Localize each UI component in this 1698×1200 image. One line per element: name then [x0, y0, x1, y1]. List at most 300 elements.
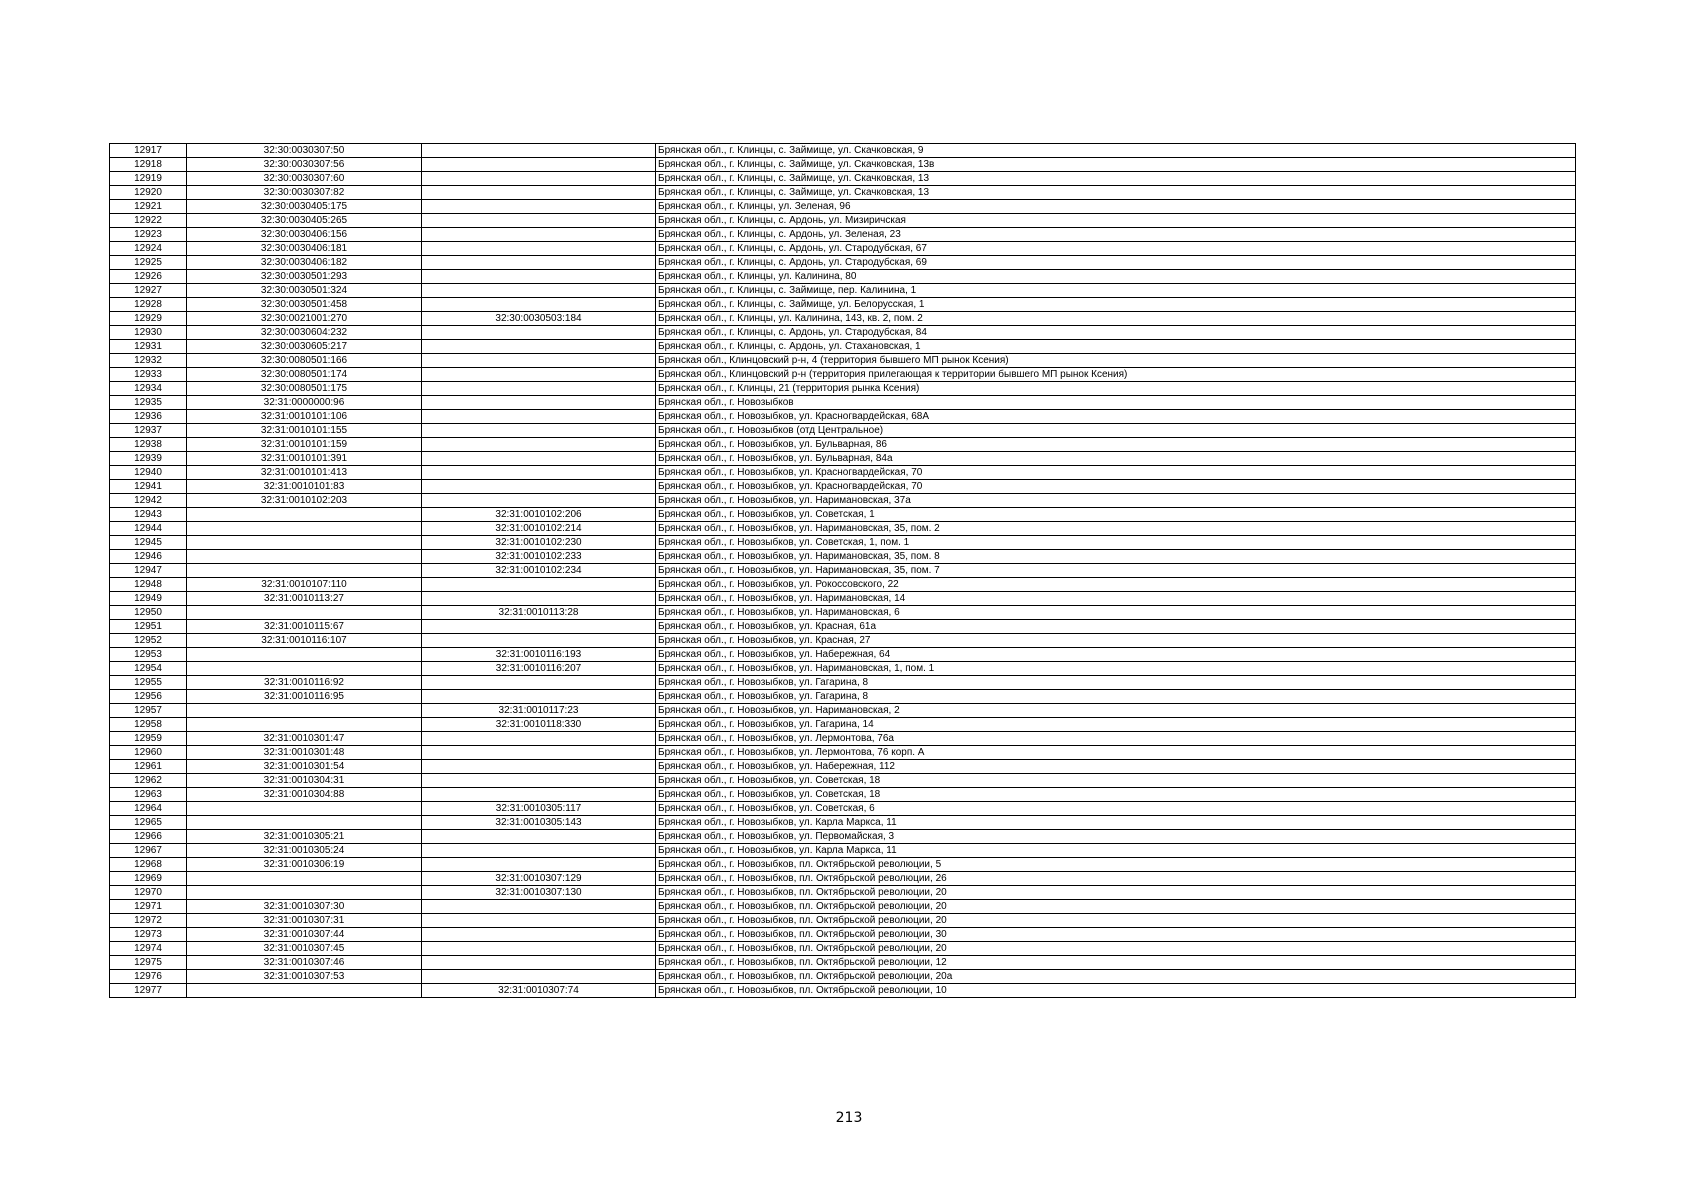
address-cell: Брянская обл., г. Новозыбков, ул. Первомайская, 3 — [656, 830, 1576, 844]
building-cadastral-number-cell: 32:31:0010116:207 — [422, 662, 656, 676]
row-number-cell: 12952 — [110, 634, 187, 648]
building-cadastral-number-cell — [422, 382, 656, 396]
building-cadastral-number-cell — [422, 284, 656, 298]
table-row — [110, 480, 1576, 494]
address-cell: Брянская обл., г. Клинцы, с. Ардонь, ул. Стародубская, 69 — [656, 256, 1576, 270]
address-cell: Брянская обл., г. Клинцы, с. Займище, ул. Скачковская, 13в — [656, 158, 1576, 172]
table-row — [110, 354, 1576, 368]
table-row — [110, 396, 1576, 410]
cadastral-number-cell: 32:31:0010307:45 — [187, 942, 422, 956]
building-cadastral-number-cell — [422, 256, 656, 270]
building-cadastral-number-cell — [422, 228, 656, 242]
cadastral-number-cell — [187, 984, 422, 998]
row-number-cell: 12917 — [110, 144, 187, 158]
address-cell: Брянская обл., г. Клинцы, 21 (территория рынка Ксения) — [656, 382, 1576, 396]
table-row — [110, 312, 1576, 326]
building-cadastral-number-cell: 32:31:0010113:28 — [422, 606, 656, 620]
address-cell: Брянская обл., г. Новозыбков, ул. Гагарина, 14 — [656, 718, 1576, 732]
address-cell: Брянская обл., г. Клинцы, с. Ардонь, ул. Зеленая, 23 — [656, 228, 1576, 242]
building-cadastral-number-cell: 32:31:0010102:234 — [422, 564, 656, 578]
row-number-cell: 12956 — [110, 690, 187, 704]
table-row — [110, 298, 1576, 312]
table-row — [110, 802, 1576, 816]
cadastral-number-cell: 32:31:0010301:48 — [187, 746, 422, 760]
address-cell: Брянская обл., г. Новозыбков, ул. Красногвардейская, 68А — [656, 410, 1576, 424]
cadastral-number-cell: 32:30:0030501:324 — [187, 284, 422, 298]
building-cadastral-number-cell — [422, 900, 656, 914]
address-cell: Брянская обл., г. Новозыбков, пл. Октябрьской революции, 10 — [656, 984, 1576, 998]
cadastral-number-cell — [187, 802, 422, 816]
table-row — [110, 564, 1576, 578]
table-row — [110, 760, 1576, 774]
table-row — [110, 620, 1576, 634]
row-number-cell: 12975 — [110, 956, 187, 970]
address-cell: Брянская обл., г. Клинцы, с. Ардонь, ул. Мизиричская — [656, 214, 1576, 228]
address-cell: Брянская обл., г. Новозыбков, ул. Бульварная, 86 — [656, 438, 1576, 452]
building-cadastral-number-cell — [422, 732, 656, 746]
building-cadastral-number-cell — [422, 844, 656, 858]
building-cadastral-number-cell — [422, 466, 656, 480]
row-number-cell: 12951 — [110, 620, 187, 634]
building-cadastral-number-cell: 32:31:0010116:193 — [422, 648, 656, 662]
cadastral-number-cell: 32:31:0010113:27 — [187, 592, 422, 606]
row-number-cell: 12967 — [110, 844, 187, 858]
row-number-cell: 12927 — [110, 284, 187, 298]
table-row — [110, 886, 1576, 900]
address-cell: Брянская обл., г. Новозыбков, ул. Советская, 6 — [656, 802, 1576, 816]
table-row — [110, 214, 1576, 228]
table-row — [110, 522, 1576, 536]
table-row — [110, 816, 1576, 830]
row-number-cell: 12977 — [110, 984, 187, 998]
table-row — [110, 242, 1576, 256]
table-row — [110, 466, 1576, 480]
table-row — [110, 144, 1576, 158]
row-number-cell: 12976 — [110, 970, 187, 984]
cadastral-number-cell: 32:31:0010101:83 — [187, 480, 422, 494]
address-cell: Брянская обл., г. Новозыбков, пл. Октябрьской революции, 20 — [656, 942, 1576, 956]
row-number-cell: 12925 — [110, 256, 187, 270]
address-cell: Брянская обл., г. Клинцы, с. Ардонь, ул. Стародубская, 67 — [656, 242, 1576, 256]
building-cadastral-number-cell: 32:31:0010102:230 — [422, 536, 656, 550]
cadastral-number-cell: 32:31:0010101:391 — [187, 452, 422, 466]
row-number-cell: 12947 — [110, 564, 187, 578]
row-number-cell: 12938 — [110, 438, 187, 452]
table-row — [110, 256, 1576, 270]
address-cell: Брянская обл., г. Клинцы, с. Займище, пер. Калинина, 1 — [656, 284, 1576, 298]
address-cell: Брянская обл., г. Новозыбков, ул. Красная, 27 — [656, 634, 1576, 648]
cadastral-number-cell: 32:30:0030307:56 — [187, 158, 422, 172]
table-row — [110, 844, 1576, 858]
row-number-cell: 12961 — [110, 760, 187, 774]
address-cell: Брянская обл., г. Новозыбков, пл. Октябрьской революции, 30 — [656, 928, 1576, 942]
table-row — [110, 326, 1576, 340]
address-cell: Брянская обл., г. Новозыбков, ул. Карла Маркса, 11 — [656, 816, 1576, 830]
building-cadastral-number-cell — [422, 634, 656, 648]
cadastral-number-cell: 32:31:0010306:19 — [187, 858, 422, 872]
building-cadastral-number-cell — [422, 298, 656, 312]
address-cell: Брянская обл., г. Новозыбков, пл. Октябрьской революции, 20 — [656, 886, 1576, 900]
table-row — [110, 228, 1576, 242]
building-cadastral-number-cell — [422, 368, 656, 382]
cadastral-number-cell — [187, 564, 422, 578]
table-row — [110, 424, 1576, 438]
address-cell: Брянская обл., г. Новозыбков, ул. Наримановская, 2 — [656, 704, 1576, 718]
building-cadastral-number-cell — [422, 676, 656, 690]
cadastral-number-cell: 32:31:0010116:107 — [187, 634, 422, 648]
building-cadastral-number-cell — [422, 970, 656, 984]
building-cadastral-number-cell — [422, 620, 656, 634]
table-row — [110, 704, 1576, 718]
cadastral-number-cell: 32:30:0030406:156 — [187, 228, 422, 242]
building-cadastral-number-cell — [422, 340, 656, 354]
row-number-cell: 12971 — [110, 900, 187, 914]
row-number-cell: 12950 — [110, 606, 187, 620]
cadastral-number-cell — [187, 886, 422, 900]
row-number-cell: 12953 — [110, 648, 187, 662]
building-cadastral-number-cell — [422, 578, 656, 592]
row-number-cell: 12972 — [110, 914, 187, 928]
address-cell: Брянская обл., г. Новозыбков, пл. Октябрьской революции, 12 — [656, 956, 1576, 970]
table-row — [110, 914, 1576, 928]
table-row — [110, 494, 1576, 508]
building-cadastral-number-cell — [422, 452, 656, 466]
property-table-body — [110, 144, 1576, 998]
table-row — [110, 928, 1576, 942]
table-row — [110, 942, 1576, 956]
table-row — [110, 746, 1576, 760]
building-cadastral-number-cell — [422, 858, 656, 872]
cadastral-number-cell: 32:30:0030405:265 — [187, 214, 422, 228]
row-number-cell: 12949 — [110, 592, 187, 606]
address-cell: Брянская обл., г. Новозыбков, ул. Красногвардейская, 70 — [656, 480, 1576, 494]
row-number-cell: 12946 — [110, 550, 187, 564]
row-number-cell: 12930 — [110, 326, 187, 340]
building-cadastral-number-cell: 32:30:0030503:184 — [422, 312, 656, 326]
address-cell: Брянская обл., г. Новозыбков, ул. Советская, 1, пом. 1 — [656, 536, 1576, 550]
address-cell: Брянская обл., г. Новозыбков, ул. Гагарина, 8 — [656, 690, 1576, 704]
building-cadastral-number-cell — [422, 396, 656, 410]
building-cadastral-number-cell — [422, 242, 656, 256]
building-cadastral-number-cell — [422, 214, 656, 228]
building-cadastral-number-cell — [422, 354, 656, 368]
address-cell: Брянская обл., г. Новозыбков, ул. Красногвардейская, 70 — [656, 466, 1576, 480]
row-number-cell: 12960 — [110, 746, 187, 760]
building-cadastral-number-cell — [422, 438, 656, 452]
address-cell: Брянская обл., г. Новозыбков, ул. Гагарина, 8 — [656, 676, 1576, 690]
table-row — [110, 452, 1576, 466]
address-cell: Брянская обл., г. Новозыбков, пл. Октябрьской революции, 26 — [656, 872, 1576, 886]
address-cell: Брянская обл., г. Новозыбков, ул. Наримановская, 35, пом. 2 — [656, 522, 1576, 536]
row-number-cell: 12969 — [110, 872, 187, 886]
building-cadastral-number-cell — [422, 326, 656, 340]
cadastral-number-cell: 32:30:0080501:175 — [187, 382, 422, 396]
address-cell: Брянская обл., г. Новозыбков — [656, 396, 1576, 410]
row-number-cell: 12963 — [110, 788, 187, 802]
cadastral-number-cell: 32:31:0010307:31 — [187, 914, 422, 928]
cadastral-number-cell — [187, 536, 422, 550]
address-cell: Брянская обл., г. Новозыбков, ул. Рокоссовского, 22 — [656, 578, 1576, 592]
row-number-cell: 12932 — [110, 354, 187, 368]
address-cell: Брянская обл., г. Клинцы, ул. Калинина, 143, кв. 2, пом. 2 — [656, 312, 1576, 326]
table-row — [110, 592, 1576, 606]
address-cell: Брянская обл., Клинцовский р-н, 4 (территория бывшего МП рынок Ксения) — [656, 354, 1576, 368]
building-cadastral-number-cell — [422, 494, 656, 508]
cadastral-number-cell: 32:30:0030605:217 — [187, 340, 422, 354]
cadastral-number-cell: 32:31:0010101:159 — [187, 438, 422, 452]
table-row — [110, 368, 1576, 382]
table-row — [110, 774, 1576, 788]
cadastral-number-cell: 32:31:0000000:96 — [187, 396, 422, 410]
row-number-cell: 12968 — [110, 858, 187, 872]
address-cell: Брянская обл., г. Клинцы, с. Ардонь, ул. Стахановская, 1 — [656, 340, 1576, 354]
table-row — [110, 158, 1576, 172]
building-cadastral-number-cell — [422, 270, 656, 284]
address-cell: Брянская обл., г. Новозыбков, ул. Советская, 18 — [656, 788, 1576, 802]
building-cadastral-number-cell: 32:31:0010307:129 — [422, 872, 656, 886]
cadastral-number-cell: 32:30:0030501:293 — [187, 270, 422, 284]
table-row — [110, 858, 1576, 872]
cadastral-number-cell: 32:31:0010304:31 — [187, 774, 422, 788]
address-cell: Брянская обл., г. Клинцы, с. Займище, ул. Скачковская, 9 — [656, 144, 1576, 158]
address-cell: Брянская обл., г. Новозыбков, ул. Наримановская, 14 — [656, 592, 1576, 606]
building-cadastral-number-cell: 32:31:0010307:74 — [422, 984, 656, 998]
address-cell: Брянская обл., г. Новозыбков, ул. Наримановская, 6 — [656, 606, 1576, 620]
building-cadastral-number-cell — [422, 200, 656, 214]
building-cadastral-number-cell — [422, 424, 656, 438]
cadastral-number-cell: 32:30:0030307:60 — [187, 172, 422, 186]
building-cadastral-number-cell — [422, 830, 656, 844]
row-number-cell: 12924 — [110, 242, 187, 256]
cadastral-number-cell: 32:31:0010307:53 — [187, 970, 422, 984]
table-row — [110, 690, 1576, 704]
building-cadastral-number-cell: 32:31:0010118:330 — [422, 718, 656, 732]
address-cell: Брянская обл., г. Новозыбков, ул. Красная, 61а — [656, 620, 1576, 634]
building-cadastral-number-cell — [422, 480, 656, 494]
building-cadastral-number-cell — [422, 760, 656, 774]
cadastral-number-cell: 32:31:0010101:106 — [187, 410, 422, 424]
table-row — [110, 270, 1576, 284]
building-cadastral-number-cell — [422, 914, 656, 928]
cadastral-number-cell: 32:30:0030307:50 — [187, 144, 422, 158]
address-cell: Брянская обл., г. Новозыбков, ул. Наримановская, 35, пом. 7 — [656, 564, 1576, 578]
building-cadastral-number-cell — [422, 774, 656, 788]
row-number-cell: 12922 — [110, 214, 187, 228]
table-row — [110, 830, 1576, 844]
row-number-cell: 12920 — [110, 186, 187, 200]
cadastral-number-cell — [187, 648, 422, 662]
cadastral-number-cell — [187, 816, 422, 830]
cadastral-number-cell: 32:30:0030307:82 — [187, 186, 422, 200]
row-number-cell: 12921 — [110, 200, 187, 214]
cadastral-number-cell: 32:31:0010301:54 — [187, 760, 422, 774]
cadastral-number-cell: 32:30:0030406:181 — [187, 242, 422, 256]
address-cell: Брянская обл., г. Новозыбков, ул. Советская, 18 — [656, 774, 1576, 788]
address-cell: Брянская обл., г. Клинцы, с. Займище, ул. Скачковская, 13 — [656, 172, 1576, 186]
table-row — [110, 956, 1576, 970]
cadastral-number-cell: 32:30:0030405:175 — [187, 200, 422, 214]
address-cell: Брянская обл., г. Новозыбков, ул. Бульварная, 84а — [656, 452, 1576, 466]
cadastral-number-cell: 32:30:0030501:458 — [187, 298, 422, 312]
cadastral-number-cell: 32:30:0021001:270 — [187, 312, 422, 326]
address-cell: Брянская обл., г. Новозыбков, ул. Наримановская, 1, пом. 1 — [656, 662, 1576, 676]
cadastral-number-cell: 32:31:0010116:92 — [187, 676, 422, 690]
row-number-cell: 12962 — [110, 774, 187, 788]
building-cadastral-number-cell: 32:31:0010102:214 — [422, 522, 656, 536]
address-cell: Брянская обл., г. Новозыбков, пл. Октябрьской революции, 20 — [656, 900, 1576, 914]
table-row — [110, 984, 1576, 998]
cadastral-number-cell: 32:31:0010307:30 — [187, 900, 422, 914]
row-number-cell: 12945 — [110, 536, 187, 550]
row-number-cell: 12923 — [110, 228, 187, 242]
cadastral-number-cell — [187, 872, 422, 886]
address-cell: Брянская обл., г. Новозыбков, ул. Набережная, 112 — [656, 760, 1576, 774]
table-row — [110, 872, 1576, 886]
page-number: 213 — [835, 1110, 863, 1126]
address-cell: Брянская обл., г. Новозыбков, пл. Октябрьской революции, 5 — [656, 858, 1576, 872]
building-cadastral-number-cell — [422, 186, 656, 200]
row-number-cell: 12957 — [110, 704, 187, 718]
address-cell: Брянская обл., г. Новозыбков (отд Центральное) — [656, 424, 1576, 438]
building-cadastral-number-cell: 32:31:0010307:130 — [422, 886, 656, 900]
row-number-cell: 12926 — [110, 270, 187, 284]
table-row — [110, 340, 1576, 354]
table-row — [110, 172, 1576, 186]
property-table — [109, 143, 1576, 998]
row-number-cell: 12936 — [110, 410, 187, 424]
row-number-cell: 12935 — [110, 396, 187, 410]
row-number-cell: 12928 — [110, 298, 187, 312]
row-number-cell: 12943 — [110, 508, 187, 522]
cadastral-number-cell: 32:30:0030604:232 — [187, 326, 422, 340]
building-cadastral-number-cell — [422, 144, 656, 158]
cadastral-number-cell — [187, 606, 422, 620]
building-cadastral-number-cell: 32:31:0010102:206 — [422, 508, 656, 522]
row-number-cell: 12942 — [110, 494, 187, 508]
address-cell: Брянская обл., г. Новозыбков, ул. Набережная, 64 — [656, 648, 1576, 662]
cadastral-number-cell: 32:31:0010307:44 — [187, 928, 422, 942]
building-cadastral-number-cell — [422, 410, 656, 424]
row-number-cell: 12944 — [110, 522, 187, 536]
address-cell: Брянская обл., Клинцовский р-н (территория прилегающая к территории бывшего МП рынок Ксения) — [656, 368, 1576, 382]
address-cell: Брянская обл., г. Новозыбков, ул. Наримановская, 37а — [656, 494, 1576, 508]
cadastral-number-cell: 32:31:0010115:67 — [187, 620, 422, 634]
row-number-cell: 12970 — [110, 886, 187, 900]
table-row — [110, 438, 1576, 452]
table-row — [110, 508, 1576, 522]
building-cadastral-number-cell — [422, 788, 656, 802]
cadastral-number-cell: 32:31:0010305:21 — [187, 830, 422, 844]
row-number-cell: 12955 — [110, 676, 187, 690]
building-cadastral-number-cell — [422, 942, 656, 956]
table-row — [110, 536, 1576, 550]
cadastral-number-cell — [187, 550, 422, 564]
table-row — [110, 900, 1576, 914]
address-cell: Брянская обл., г. Новозыбков, ул. Лермонтова, 76 корп. А — [656, 746, 1576, 760]
table-row — [110, 186, 1576, 200]
table-row — [110, 732, 1576, 746]
cadastral-number-cell: 32:31:0010116:95 — [187, 690, 422, 704]
table-row — [110, 200, 1576, 214]
cadastral-number-cell: 32:31:0010301:47 — [187, 732, 422, 746]
cadastral-number-cell — [187, 522, 422, 536]
row-number-cell: 12948 — [110, 578, 187, 592]
table-row — [110, 606, 1576, 620]
row-number-cell: 12974 — [110, 942, 187, 956]
cadastral-number-cell: 32:31:0010101:413 — [187, 466, 422, 480]
row-number-cell: 12934 — [110, 382, 187, 396]
row-number-cell: 12940 — [110, 466, 187, 480]
address-cell: Брянская обл., г. Новозыбков, ул. Советская, 1 — [656, 508, 1576, 522]
address-cell: Брянская обл., г. Новозыбков, ул. Наримановская, 35, пом. 8 — [656, 550, 1576, 564]
building-cadastral-number-cell — [422, 746, 656, 760]
cadastral-number-cell — [187, 508, 422, 522]
table-row — [110, 550, 1576, 564]
row-number-cell: 12959 — [110, 732, 187, 746]
address-cell: Брянская обл., г. Новозыбков, ул. Лермонтова, 76а — [656, 732, 1576, 746]
cadastral-number-cell: 32:30:0030406:182 — [187, 256, 422, 270]
address-cell: Брянская обл., г. Новозыбков, пл. Октябрьской революции, 20а — [656, 970, 1576, 984]
address-cell: Брянская обл., г. Клинцы, с. Ардонь, ул. Стародубская, 84 — [656, 326, 1576, 340]
table-row — [110, 788, 1576, 802]
cadastral-number-cell: 32:31:0010101:155 — [187, 424, 422, 438]
row-number-cell: 12965 — [110, 816, 187, 830]
row-number-cell: 12933 — [110, 368, 187, 382]
cadastral-number-cell: 32:30:0080501:166 — [187, 354, 422, 368]
building-cadastral-number-cell: 32:31:0010305:117 — [422, 802, 656, 816]
address-cell: Брянская обл., г. Новозыбков, пл. Октябрьской революции, 20 — [656, 914, 1576, 928]
address-cell: Брянская обл., г. Клинцы, с. Займище, ул. Скачковская, 13 — [656, 186, 1576, 200]
table-row — [110, 676, 1576, 690]
row-number-cell: 12958 — [110, 718, 187, 732]
address-cell: Брянская обл., г. Клинцы, ул. Зеленая, 96 — [656, 200, 1576, 214]
cadastral-number-cell: 32:30:0080501:174 — [187, 368, 422, 382]
table-row — [110, 634, 1576, 648]
table-row — [110, 578, 1576, 592]
row-number-cell: 12939 — [110, 452, 187, 466]
building-cadastral-number-cell — [422, 690, 656, 704]
cadastral-number-cell — [187, 662, 422, 676]
row-number-cell: 12973 — [110, 928, 187, 942]
row-number-cell: 12929 — [110, 312, 187, 326]
building-cadastral-number-cell: 32:31:0010102:233 — [422, 550, 656, 564]
address-cell: Брянская обл., г. Клинцы, ул. Калинина, 80 — [656, 270, 1576, 284]
table-row — [110, 382, 1576, 396]
table-row — [110, 662, 1576, 676]
building-cadastral-number-cell — [422, 928, 656, 942]
cadastral-number-cell: 32:31:0010102:203 — [187, 494, 422, 508]
row-number-cell: 12964 — [110, 802, 187, 816]
row-number-cell: 12937 — [110, 424, 187, 438]
building-cadastral-number-cell — [422, 172, 656, 186]
cadastral-number-cell: 32:31:0010305:24 — [187, 844, 422, 858]
cadastral-number-cell: 32:31:0010304:88 — [187, 788, 422, 802]
table-row — [110, 718, 1576, 732]
building-cadastral-number-cell — [422, 956, 656, 970]
table-row — [110, 970, 1576, 984]
row-number-cell: 12918 — [110, 158, 187, 172]
table-row — [110, 284, 1576, 298]
row-number-cell: 12966 — [110, 830, 187, 844]
row-number-cell: 12941 — [110, 480, 187, 494]
cadastral-number-cell — [187, 718, 422, 732]
cadastral-number-cell — [187, 704, 422, 718]
building-cadastral-number-cell: 32:31:0010117:23 — [422, 704, 656, 718]
row-number-cell: 12931 — [110, 340, 187, 354]
cadastral-number-cell: 32:31:0010307:46 — [187, 956, 422, 970]
table-row — [110, 410, 1576, 424]
cadastral-number-cell: 32:31:0010107:110 — [187, 578, 422, 592]
